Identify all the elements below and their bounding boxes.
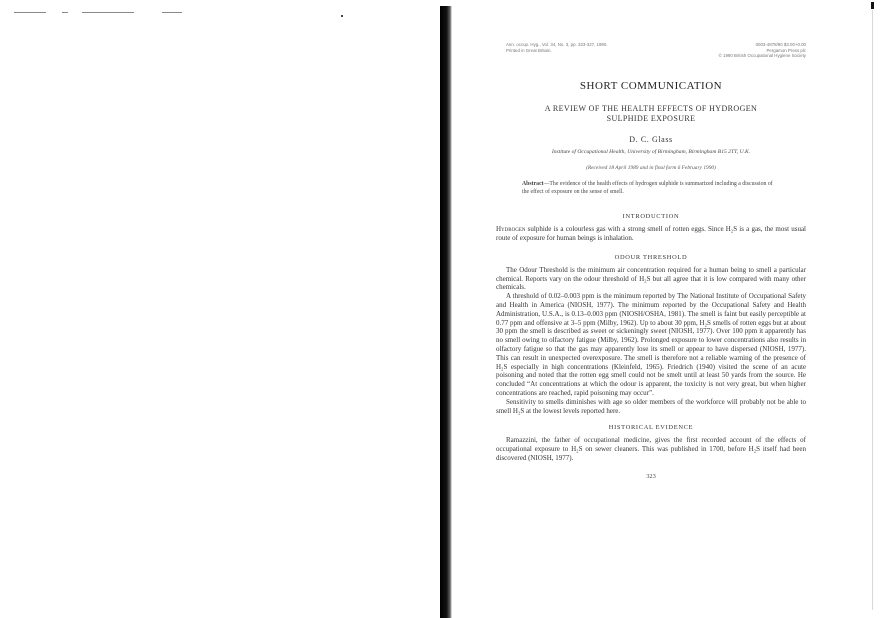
article-page: [496, 42, 806, 480]
journal-citation: Ann. occup. Hyg., Vol. 34, No. 3, pp. 323-327, 1990. Printed in Great Britain.: [506, 42, 608, 53]
page-edge-mark: [871, 2, 874, 9]
author-name: D. C. Glass: [629, 135, 673, 144]
scan-speck: [82, 12, 134, 13]
page-edge-line: [872, 10, 873, 610]
author-affiliation: Institute of Occupational Health, University of Birmingham, Birmingham B15 2TT, U.K.: [551, 149, 751, 155]
received-date: (Received 18 April 1989 and in final form 6 February 1990): [586, 165, 716, 171]
scan-speck: [14, 12, 46, 13]
scan-speck: [62, 12, 68, 13]
section-heading-introduction: INTRODUCTION: [622, 213, 680, 221]
journal-header: [496, 42, 806, 62]
abstract: Abstract—The evidence of the health effects of hydrogen sulphide is summarized including a discussion of the effect of exposure on the sense of smell.: [522, 181, 773, 195]
historical-paragraph-1: Ramazzini, the father of occupational medicine, gives the first recorded account of the effects of occupational exposure to H₂S on sewer cleaners. This was published in 1700, before H₂S itself had been discovered (NIOSH, 1977).: [496, 436, 806, 462]
publisher-info: 0003-4878/90 $3.00+0.00 Pergamon Press plc © 1990 British Occupational Hygiene Society: [718, 42, 806, 58]
odour-paragraph-3: Sensitivity to smells diminishes with age so older members of the workforce will probably not be able to smell H₂S at the lowest levels reported here.: [496, 397, 806, 415]
odour-paragraph-2: A threshold of 0.02–0.003 ppm is the minimum reported by The National Institute of Occupational Safety and Health in America (NIOSH, 1977). The minimum reported by the Occupational Safety and Health Administration, U.S.A., is 0.13–0.003 ppm (NIOSH/OSHA, 1981). The smell is faint but easily perceptible at 0.77 ppm and offensive at 3–5 ppm (Milby, 1962). Up to about 30 ppm, H₂S smells of rotten eggs but at about 30 ppm the smell is described as sweet or sickeningly sweet (NIOSH, 1977). Over 100 ppm it apparently has no smell owing to olfactory fatigue (Milby, 1962). Prolonged exposure to lower concentrations also results in olfactory fatigue so that the gas may apparently lose its smell or appear to have dispersed (NIOSH, 1977). This can result in unexpected overexposure. The smell is therefore not a reliable warning of the presence of H₂S especially in high concentrations (Kleinfeld, 1965). Friedrich (1940) visited the scene of an acute poisoning and noted that the rotten egg smell could not be smelt until at least 50 yards from the source. He concluded “At concentrations at which the odour is apparent, the toxicity is not very great, but when higher concentrations are reached, rapid poisoning may occur”.: [496, 292, 806, 397]
section-heading-odour: ODOUR THRESHOLD: [614, 253, 688, 261]
introduction-paragraph: Hydrogen sulphide is a colourless gas with a strong smell of rotten eggs. Since H₂S is a gas, the most usual route of exposure for human beings is inhalation.: [496, 225, 806, 242]
section-heading-historical: HISTORICAL EVIDENCE: [608, 424, 694, 432]
scan-speck: [162, 12, 182, 13]
section-label: SHORT COMMUNICATION: [579, 80, 723, 92]
odour-paragraph-1: The Odour Threshold is the minimum air concentration required for a human being to smell a particular chemical. Reports vary on the odour threshold of H₂S but all agree that it is low compared with many other chemicals.: [496, 265, 806, 292]
book-gutter-shadow: [440, 6, 452, 618]
scan-speck: [341, 15, 343, 17]
article-title: A REVIEW OF THE HEALTH EFFECTS OF HYDROGEN SULPHIDE EXPOSURE: [544, 104, 758, 123]
page-number: 323: [646, 472, 656, 480]
